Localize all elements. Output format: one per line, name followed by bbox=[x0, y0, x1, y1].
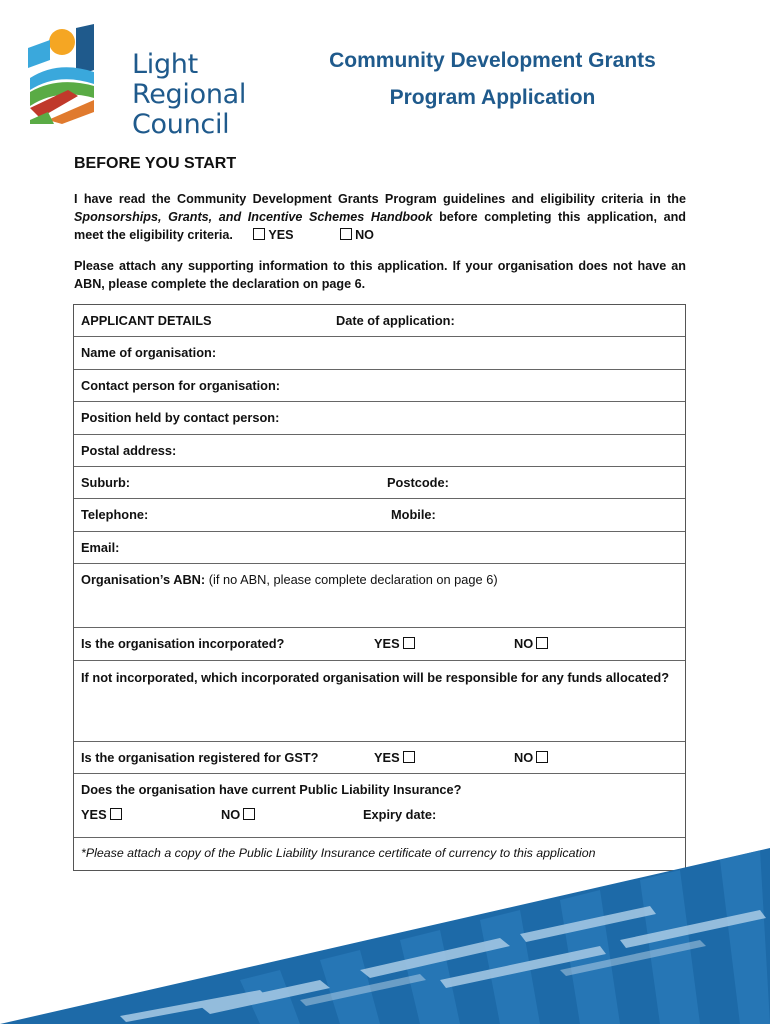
title-line-1: Community Development Grants bbox=[329, 49, 656, 72]
logo-wordmark bbox=[132, 50, 246, 140]
contact-person-label: Contact person for organisation: bbox=[81, 377, 281, 393]
eligibility-yes-checkbox[interactable] bbox=[253, 228, 265, 240]
form-row-applicant bbox=[74, 305, 685, 337]
form-row-gst bbox=[74, 742, 685, 774]
eligibility-text-1: I have read the Community Development Grants Program guidelines and eligibility criteria in the bbox=[74, 192, 686, 206]
insurance-no-label: NO bbox=[221, 806, 241, 822]
form-row-postal[interactable] bbox=[74, 435, 685, 467]
incorporated-no-label: NO bbox=[514, 636, 534, 652]
form-row-abn[interactable] bbox=[74, 564, 685, 628]
abn-label-group bbox=[81, 572, 498, 587]
suburb-label: Suburb: bbox=[81, 474, 131, 490]
postcode-label: Postcode: bbox=[387, 474, 449, 490]
logo-line-3: Council bbox=[132, 109, 230, 140]
insurance-yes-option bbox=[81, 807, 125, 822]
council-logo bbox=[28, 20, 258, 140]
gst-no-checkbox[interactable] bbox=[536, 751, 548, 763]
applicant-details-form bbox=[73, 304, 686, 871]
not-incorporated-question: If not incorporated, which incorporated organisation will be responsible for any funds allocated? bbox=[81, 669, 670, 685]
abn-label: Organisation’s ABN: bbox=[81, 572, 206, 588]
form-row-email[interactable] bbox=[74, 532, 685, 564]
gst-yes-checkbox[interactable] bbox=[403, 751, 415, 763]
gst-yes-label: YES bbox=[374, 749, 400, 765]
insurance-no-option bbox=[221, 807, 258, 822]
incorporated-question: Is the organisation incorporated? bbox=[81, 636, 285, 652]
gst-no-label: NO bbox=[514, 749, 534, 765]
incorporated-no-checkbox[interactable] bbox=[536, 637, 548, 649]
form-row-name[interactable] bbox=[74, 337, 685, 369]
insurance-yes-label: YES bbox=[81, 806, 107, 822]
title-line-2: Program Application bbox=[389, 86, 596, 109]
applicant-details-heading: APPLICANT DETAILS bbox=[81, 313, 212, 328]
incorporated-yes-label: YES bbox=[374, 636, 400, 652]
logo-line-1: Light bbox=[132, 49, 198, 80]
gst-question: Is the organisation registered for GST? bbox=[81, 749, 319, 765]
date-of-application-label: Date of application: bbox=[336, 313, 455, 328]
insurance-yes-checkbox[interactable] bbox=[110, 808, 122, 820]
gst-yes-option bbox=[374, 750, 418, 765]
form-row-phone[interactable] bbox=[74, 499, 685, 531]
eligibility-yes-label: YES bbox=[268, 228, 294, 242]
email-label: Email: bbox=[81, 539, 120, 555]
gst-no-option bbox=[514, 750, 551, 765]
telephone-label: Telephone: bbox=[81, 507, 149, 523]
insurance-note: *Please attach a copy of the Public Liability Insurance certificate of currency to this application bbox=[81, 845, 596, 860]
position-held-label: Position held by contact person: bbox=[81, 410, 280, 426]
organisation-name-label: Name of organisation: bbox=[81, 345, 217, 361]
insurance-question: Does the organisation have current Public Liability Insurance? bbox=[81, 781, 462, 797]
postal-address-label: Postal address: bbox=[81, 442, 177, 458]
form-row-suburb[interactable] bbox=[74, 467, 685, 499]
form-row-insurance bbox=[74, 774, 685, 838]
abn-note: (if no ABN, please complete declaration on page 6) bbox=[208, 572, 498, 588]
handbook-title: Sponsorships, Grants, and Incentive Schemes Handbook bbox=[74, 210, 433, 224]
eligibility-statement bbox=[74, 190, 686, 244]
attachment-instructions: Please attach any supporting information to this application. If your organisation does not have an ABN, please complete the declaration on page 6. bbox=[74, 259, 686, 291]
decorative-pattern-icon bbox=[0, 830, 770, 1024]
logo-mark-icon bbox=[28, 20, 108, 130]
form-row-position[interactable] bbox=[74, 402, 685, 434]
eligibility-no-checkbox[interactable] bbox=[340, 228, 352, 240]
form-row-contact[interactable] bbox=[74, 370, 685, 402]
mobile-label: Mobile: bbox=[391, 507, 436, 523]
incorporated-yes-option bbox=[374, 636, 418, 651]
form-row-not-incorporated[interactable] bbox=[74, 661, 685, 742]
logo-line-2: Regional bbox=[132, 79, 247, 110]
page-title bbox=[290, 42, 695, 116]
incorporated-yes-checkbox[interactable] bbox=[403, 637, 415, 649]
eligibility-no-label: NO bbox=[355, 228, 374, 242]
expiry-date-label: Expiry date: bbox=[363, 806, 437, 822]
section-heading: BEFORE YOU START bbox=[74, 155, 237, 172]
form-row-incorporated bbox=[74, 628, 685, 660]
incorporated-no-option bbox=[514, 636, 551, 651]
insurance-no-checkbox[interactable] bbox=[243, 808, 255, 820]
eligibility-text-2: before completing this application, and meet the eligibility criteria. bbox=[74, 210, 686, 242]
